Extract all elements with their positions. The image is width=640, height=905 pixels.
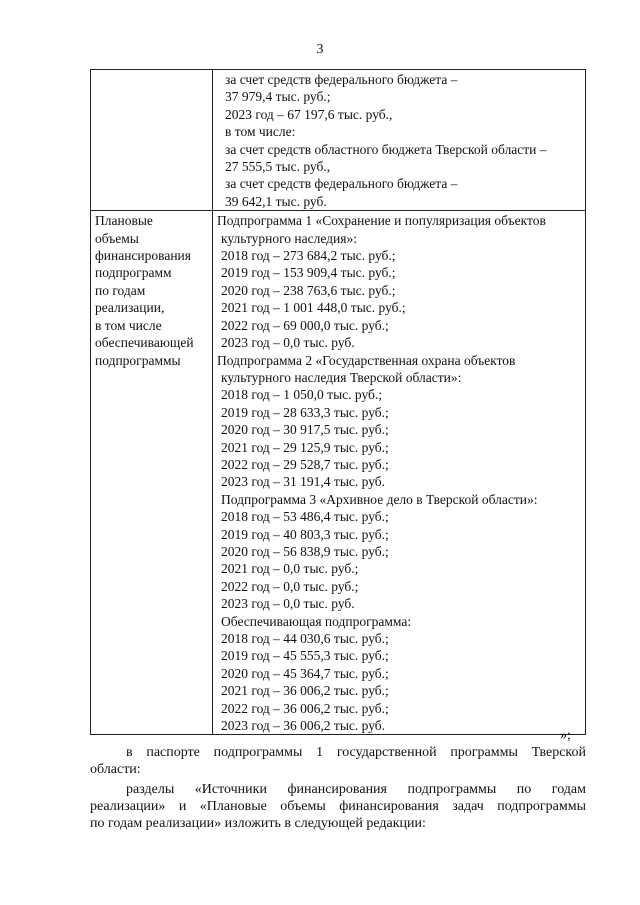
year-amount-line: 2018 год – 53 486,4 тыс. руб.; xyxy=(221,509,389,525)
year-amount-line: 2023 год – 36 006,2 тыс. руб. xyxy=(221,718,386,734)
content-line: за счет средств областного бюджета Тверской области – xyxy=(225,141,547,157)
year-amount-line: 2022 год – 29 528,7 тыс. руб.; xyxy=(221,456,389,472)
content-line: 39 642,1 тыс. руб. xyxy=(225,193,327,209)
year-amount-line: 2018 год – 44 030,6 тыс. руб.; xyxy=(221,631,389,646)
passport-table xyxy=(90,69,586,735)
row2-label-cell xyxy=(91,211,213,735)
paragraph-line: разделы «Источники финансирования подпрограммы по годам xyxy=(126,782,586,797)
label-line: подпрограммы xyxy=(95,352,181,368)
closing-quote-mark: »; xyxy=(560,728,571,743)
paragraph-line: реализации» и «Плановые объемы финансирования задач подпрограммы xyxy=(90,799,586,814)
year-amount-line: 2021 год – 1 001 448,0 тыс. руб.; xyxy=(221,300,406,316)
label-line: реализации, xyxy=(95,300,165,316)
label-line: в том числе xyxy=(95,317,162,333)
subprogram-heading-cont: культурного наследия Тверской области»: xyxy=(221,369,462,385)
year-amount-line: 2021 год – 0,0 тыс. руб.; xyxy=(221,561,359,577)
subprogram-heading: Подпрограмма 1 «Сохранение и популяризация объектов xyxy=(217,213,546,229)
content-line: за счет средств федерального бюджета – xyxy=(225,176,458,192)
year-amount-line: 2022 год – 69 000,0 тыс. руб.; xyxy=(221,317,389,333)
paragraph-line: по годам реализации» изложить в следующей редакции: xyxy=(90,816,426,831)
year-amount-line: 2018 год – 273 684,2 тыс. руб.; xyxy=(221,248,396,264)
row2-content-cell xyxy=(213,211,586,735)
paragraph-passport-ref xyxy=(90,744,586,778)
label-line: по годам xyxy=(95,282,146,298)
content-line: в том числе: xyxy=(225,124,296,140)
year-amount-line: 2019 год – 40 803,3 тыс. руб.; xyxy=(221,526,389,542)
subprogram-heading: Обеспечивающая подпрограмма: xyxy=(221,613,412,629)
year-amount-line: 2021 год – 36 006,2 тыс. руб.; xyxy=(221,683,389,699)
table-row-continuation xyxy=(91,70,586,211)
label-line: объемы xyxy=(95,230,139,246)
label-line: Плановые xyxy=(95,213,153,229)
content-line: 37 979,4 тыс. руб.; xyxy=(225,89,331,105)
year-amount-line: 2023 год – 0,0 тыс. руб. xyxy=(221,335,355,351)
paragraph-line: области: xyxy=(90,762,141,777)
year-amount-line: 2023 год – 0,0 тыс. руб. xyxy=(221,596,355,612)
row1-label-cell xyxy=(91,70,213,211)
year-amount-line: 2019 год – 45 555,3 тыс. руб.; xyxy=(221,648,389,664)
year-amount-line: 2020 год – 30 917,5 тыс. руб.; xyxy=(221,422,389,438)
label-line: подпрограмм xyxy=(95,265,172,281)
subprogram-heading-cont: культурного наследия»: xyxy=(221,230,357,246)
year-amount-line: 2019 год – 153 909,4 тыс. руб.; xyxy=(221,265,396,281)
year-amount-line: 2018 год – 1 050,0 тыс. руб.; xyxy=(221,387,383,403)
subprogram-heading: Подпрограмма 2 «Государственная охрана объектов xyxy=(217,352,516,368)
year-amount-line: 2020 год – 56 838,9 тыс. руб.; xyxy=(221,543,389,559)
year-amount-line: 2022 год – 0,0 тыс. руб.; xyxy=(221,578,359,594)
paragraph-line: в паспорте подпрограммы 1 государственной программы Тверской xyxy=(126,745,586,760)
label-line: обеспечивающей xyxy=(95,335,194,351)
content-line: 2023 год – 67 197,6 тыс. руб., xyxy=(225,106,393,122)
table-row-planned-volumes xyxy=(91,211,586,735)
label-line: финансирования xyxy=(95,248,191,264)
page-number: 3 xyxy=(316,42,324,57)
subprogram-heading: Подпрограмма 3 «Архивное дело в Тверской области»: xyxy=(221,491,538,507)
year-amount-line: 2020 год – 45 364,7 тыс. руб.; xyxy=(221,665,389,681)
content-line: 27 555,5 тыс. руб., xyxy=(225,159,331,175)
row1-content-cell xyxy=(213,70,586,211)
year-amount-line: 2023 год – 31 191,4 тыс. руб. xyxy=(221,474,386,490)
paragraph-sections xyxy=(90,781,586,832)
year-amount-line: 2019 год – 28 633,3 тыс. руб.; xyxy=(221,404,389,420)
year-amount-line: 2020 год – 238 763,6 тыс. руб.; xyxy=(221,282,396,298)
year-amount-line: 2022 год – 36 006,2 тыс. руб.; xyxy=(221,700,389,716)
content-line: за счет средств федерального бюджета – xyxy=(225,72,458,87)
year-amount-line: 2021 год – 29 125,9 тыс. руб.; xyxy=(221,439,389,455)
